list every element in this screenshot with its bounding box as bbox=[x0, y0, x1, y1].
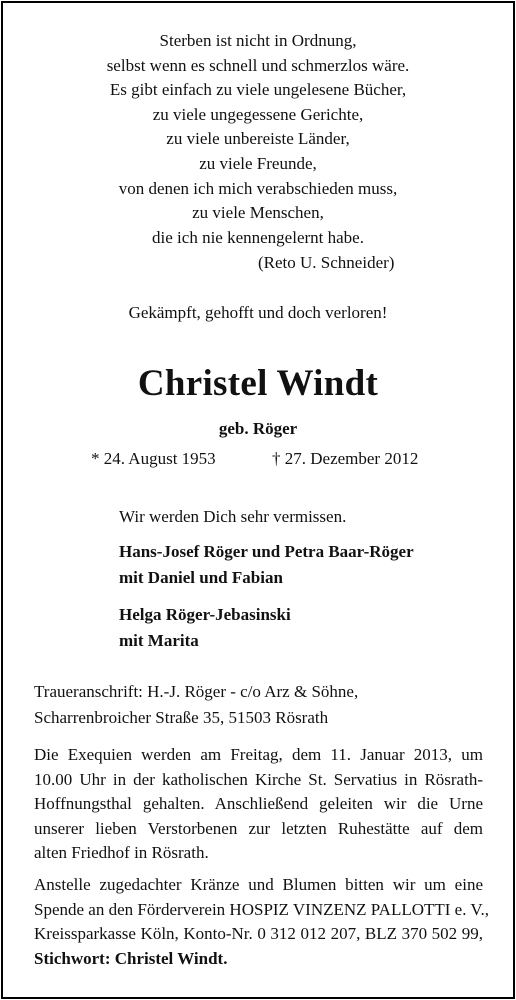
paragraph-line: unserer lieben Verstorbenen zur letzten Ruhestätte auf dem bbox=[34, 818, 483, 838]
poem bbox=[0, 29, 516, 250]
death-date: † 27. Dezember 2012 bbox=[272, 449, 419, 468]
poem-line: Es gibt einfach zu viele ungelesene Bücher, bbox=[109, 80, 407, 100]
poem-line: zu viele ungegessene Gerichte, bbox=[152, 104, 364, 124]
poem-author: (Reto U. Schneider) bbox=[258, 253, 395, 272]
donation-paragraph bbox=[34, 873, 489, 971]
poem-line: von denen ich mich verabschieden muss, bbox=[118, 178, 398, 198]
poem-line: selbst wenn es schnell und schmerzlos wäre. bbox=[106, 55, 410, 75]
mourner-group bbox=[119, 539, 414, 590]
mourner-group bbox=[119, 602, 291, 653]
paragraph-line: Die Exequien werden am Freitag, dem 11. Januar 2013, um bbox=[34, 745, 483, 764]
paragraph-line: Hoffnungsthal gehalten. Anschließend geleiten wir die Urne bbox=[34, 794, 483, 814]
exequies-paragraph bbox=[34, 743, 483, 866]
mourner-line: mit Daniel und Fabian bbox=[119, 567, 283, 587]
poem-line: zu viele unbereiste Länder, bbox=[166, 129, 350, 149]
birth-date: * 24. August 1953 bbox=[91, 449, 216, 468]
poem-line: die ich nie kennengelernt habe. bbox=[152, 227, 364, 247]
mourning-address bbox=[34, 679, 358, 731]
mourner-line: Hans-Josef Röger und Petra Baar-Röger bbox=[119, 542, 414, 561]
poem-line: Sterben ist nicht in Ordnung, bbox=[159, 31, 357, 50]
poem-line: zu viele Menschen, bbox=[192, 203, 324, 223]
address-line: Traueranschrift: H.-J. Röger - c/o Arz & Söhne, bbox=[34, 682, 359, 701]
deceased-name: Christel Windt bbox=[137, 363, 379, 404]
paragraph-line: 10.00 Uhr in der katholischen Kirche St. Servatius in Rösrath- bbox=[34, 769, 483, 789]
paragraph-line: Anstelle zugedachter Kränze und Blumen bitten wir um eine bbox=[34, 875, 483, 894]
motto: Gekämpft, gehofft und doch verloren! bbox=[128, 303, 388, 322]
mourner-line: Helga Röger-Jebasinski bbox=[119, 605, 291, 624]
paragraph-line: alten Friedhof in Rösrath. bbox=[34, 843, 209, 863]
poem-line: zu viele Freunde, bbox=[199, 153, 317, 173]
paragraph-line: Spende an den Förderverein HOSPIZ VINZENZ PALLOTTI e. V., bbox=[34, 899, 489, 919]
mourner-line: mit Marita bbox=[119, 630, 199, 650]
paragraph-line: Kreissparkasse Köln, Konto-Nr. 0 312 012 207, BLZ 370 502 99, bbox=[34, 924, 483, 944]
donation-keyword: Stichwort: Christel Windt. bbox=[34, 948, 228, 968]
maiden-name: geb. Röger bbox=[218, 419, 298, 438]
address-line: Scharrenbroicher Straße 35, 51503 Rösrath bbox=[34, 708, 329, 727]
mourners-intro: Wir werden Dich sehr vermissen. bbox=[119, 507, 347, 526]
